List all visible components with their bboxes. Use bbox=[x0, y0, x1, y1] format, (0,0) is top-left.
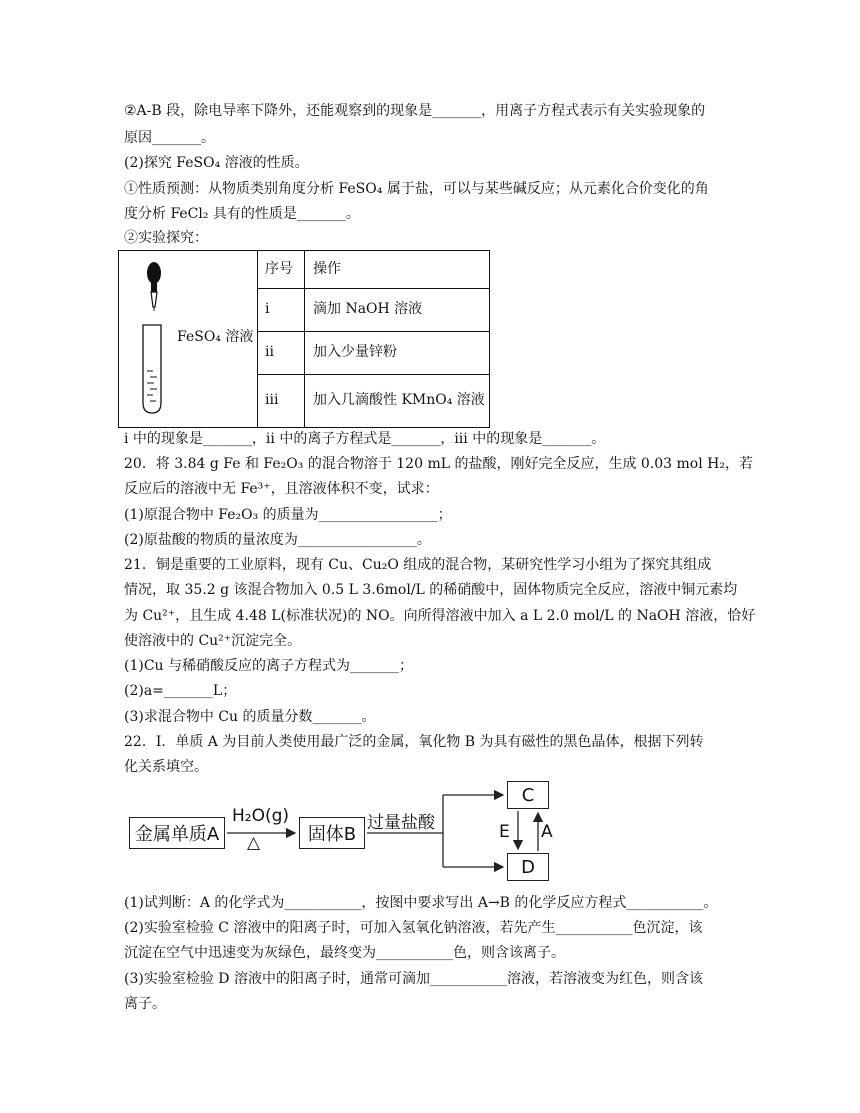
table-divider bbox=[304, 251, 305, 427]
c-box: C bbox=[507, 781, 549, 809]
table-row-operation: 滴加 NaOH 溶液 bbox=[313, 301, 423, 317]
table-divider bbox=[257, 331, 489, 332]
arrow-label-a: A bbox=[541, 822, 553, 842]
text-line: (2)实验室检验 C 溶液中的阳离子时，可加入氢氧化钠溶液，若先产生___________色沉淀，该 bbox=[124, 920, 703, 936]
test-tube-icon bbox=[143, 325, 161, 413]
text-line: 为 Cu²⁺，且生成 4.48 L(标准状况)的 NO。向所得溶液中加入 a L 2.0 mol/L 的 NaOH 溶液，恰好 bbox=[124, 608, 756, 624]
text-line: (2)a=_______L； bbox=[124, 683, 237, 699]
heat-symbol: △ bbox=[247, 833, 261, 853]
d-box: D bbox=[507, 853, 549, 881]
text-line: (2)原盐酸的物质的量浓度为_________________。 bbox=[124, 532, 431, 548]
experiment-table bbox=[118, 250, 490, 428]
metal-a-box: 金属单质A bbox=[129, 817, 225, 849]
excess-hcl-label: 过量盐酸 bbox=[367, 813, 435, 833]
text-line: 原因_______。 bbox=[124, 130, 215, 146]
text-line: 22．I．单质 A 为目前人类使用最广泛的金属，氧化物 B 为具有磁性的黑色晶体，根据下列转 bbox=[124, 734, 704, 750]
table-row-number: ii bbox=[265, 344, 274, 360]
solid-b-box: 固体B bbox=[299, 817, 365, 849]
text-line: ②A-B 段，除电导率下降外，还能观察到的现象是_______，用离子方程式表示有关实验现象的 bbox=[124, 103, 706, 119]
text-line: (2)探究 FeSO₄ 溶液的性质。 bbox=[124, 155, 309, 171]
arrow-label-e: E bbox=[499, 822, 510, 842]
table-row-operation: 加入少量锌粉 bbox=[313, 344, 397, 360]
table-header-operation: 操作 bbox=[313, 261, 341, 277]
text-line: 21．铜是重要的工业原料，现有 Cu、Cu₂O 组成的混合物，某研究性学习小组为了探究其组成 bbox=[124, 557, 712, 573]
dropper-icon bbox=[147, 262, 161, 311]
text-line: 离子。 bbox=[124, 996, 166, 1012]
reagent-water-vapor: H₂O(g) bbox=[232, 806, 290, 826]
text-line: 度分析 FeCl₂ 具有的性质是_______。 bbox=[124, 206, 360, 222]
text-line: (3)实验室检验 D 溶液中的阳离子时，通常可滴加___________溶液，若溶液变为红色，则含该 bbox=[124, 971, 703, 987]
table-divider bbox=[257, 288, 489, 289]
reagent-label: FeSO₄ 溶液 bbox=[177, 329, 254, 345]
table-row-number: iii bbox=[265, 392, 279, 408]
text-line: (1)Cu 与稀硝酸反应的离子方程式为_______； bbox=[124, 658, 414, 674]
text-line: (3)求混合物中 Cu 的质量分数_______。 bbox=[124, 709, 376, 725]
text-line: 化关系填空。 bbox=[124, 759, 208, 775]
table-header-number: 序号 bbox=[265, 261, 293, 277]
text-line: 使溶液中的 Cu²⁺沉淀完全。 bbox=[124, 633, 302, 649]
table-row-operation: 加入几滴酸性 KMnO₄ 溶液 bbox=[313, 392, 485, 408]
text-line: 20．将 3.84 g Fe 和 Fe₂O₃ 的混合物溶于 120 mL 的盐酸，刚好完全反应，生成 0.03 mol H₂，若 bbox=[124, 456, 753, 472]
text-line: ①性质预测：从物质类别角度分析 FeSO₄ 属于盐，可以与某些碱反应；从元素化合价变化的角 bbox=[124, 181, 709, 197]
text-line: 沉淀在空气中迅速变为灰绿色，最终变为___________色，则含该离子。 bbox=[124, 945, 565, 961]
text-line: 情况，取 35.2 g 该混合物加入 0.5 L 3.6mol/L 的稀硝酸中，固体物质完全反应，溶液中铜元素均 bbox=[124, 582, 738, 598]
text-line: i 中的现象是_______，ii 中的离子方程式是_______，iii 中的现象是_______。 bbox=[124, 431, 606, 447]
table-row-number: i bbox=[265, 301, 270, 317]
table-divider bbox=[257, 374, 489, 375]
text-line: 反应后的溶液中无 Fe³⁺，且溶液体积不变，试求： bbox=[124, 481, 439, 497]
text-line: ②实验探究： bbox=[124, 230, 208, 246]
table-divider bbox=[257, 251, 258, 427]
text-line: (1)原混合物中 Fe₂O₃ 的质量为_________________； bbox=[124, 507, 452, 523]
text-line: (1)试判断：A 的化学式为___________，按图中要求写出 A→B 的化学反应方程式___________。 bbox=[124, 895, 718, 911]
